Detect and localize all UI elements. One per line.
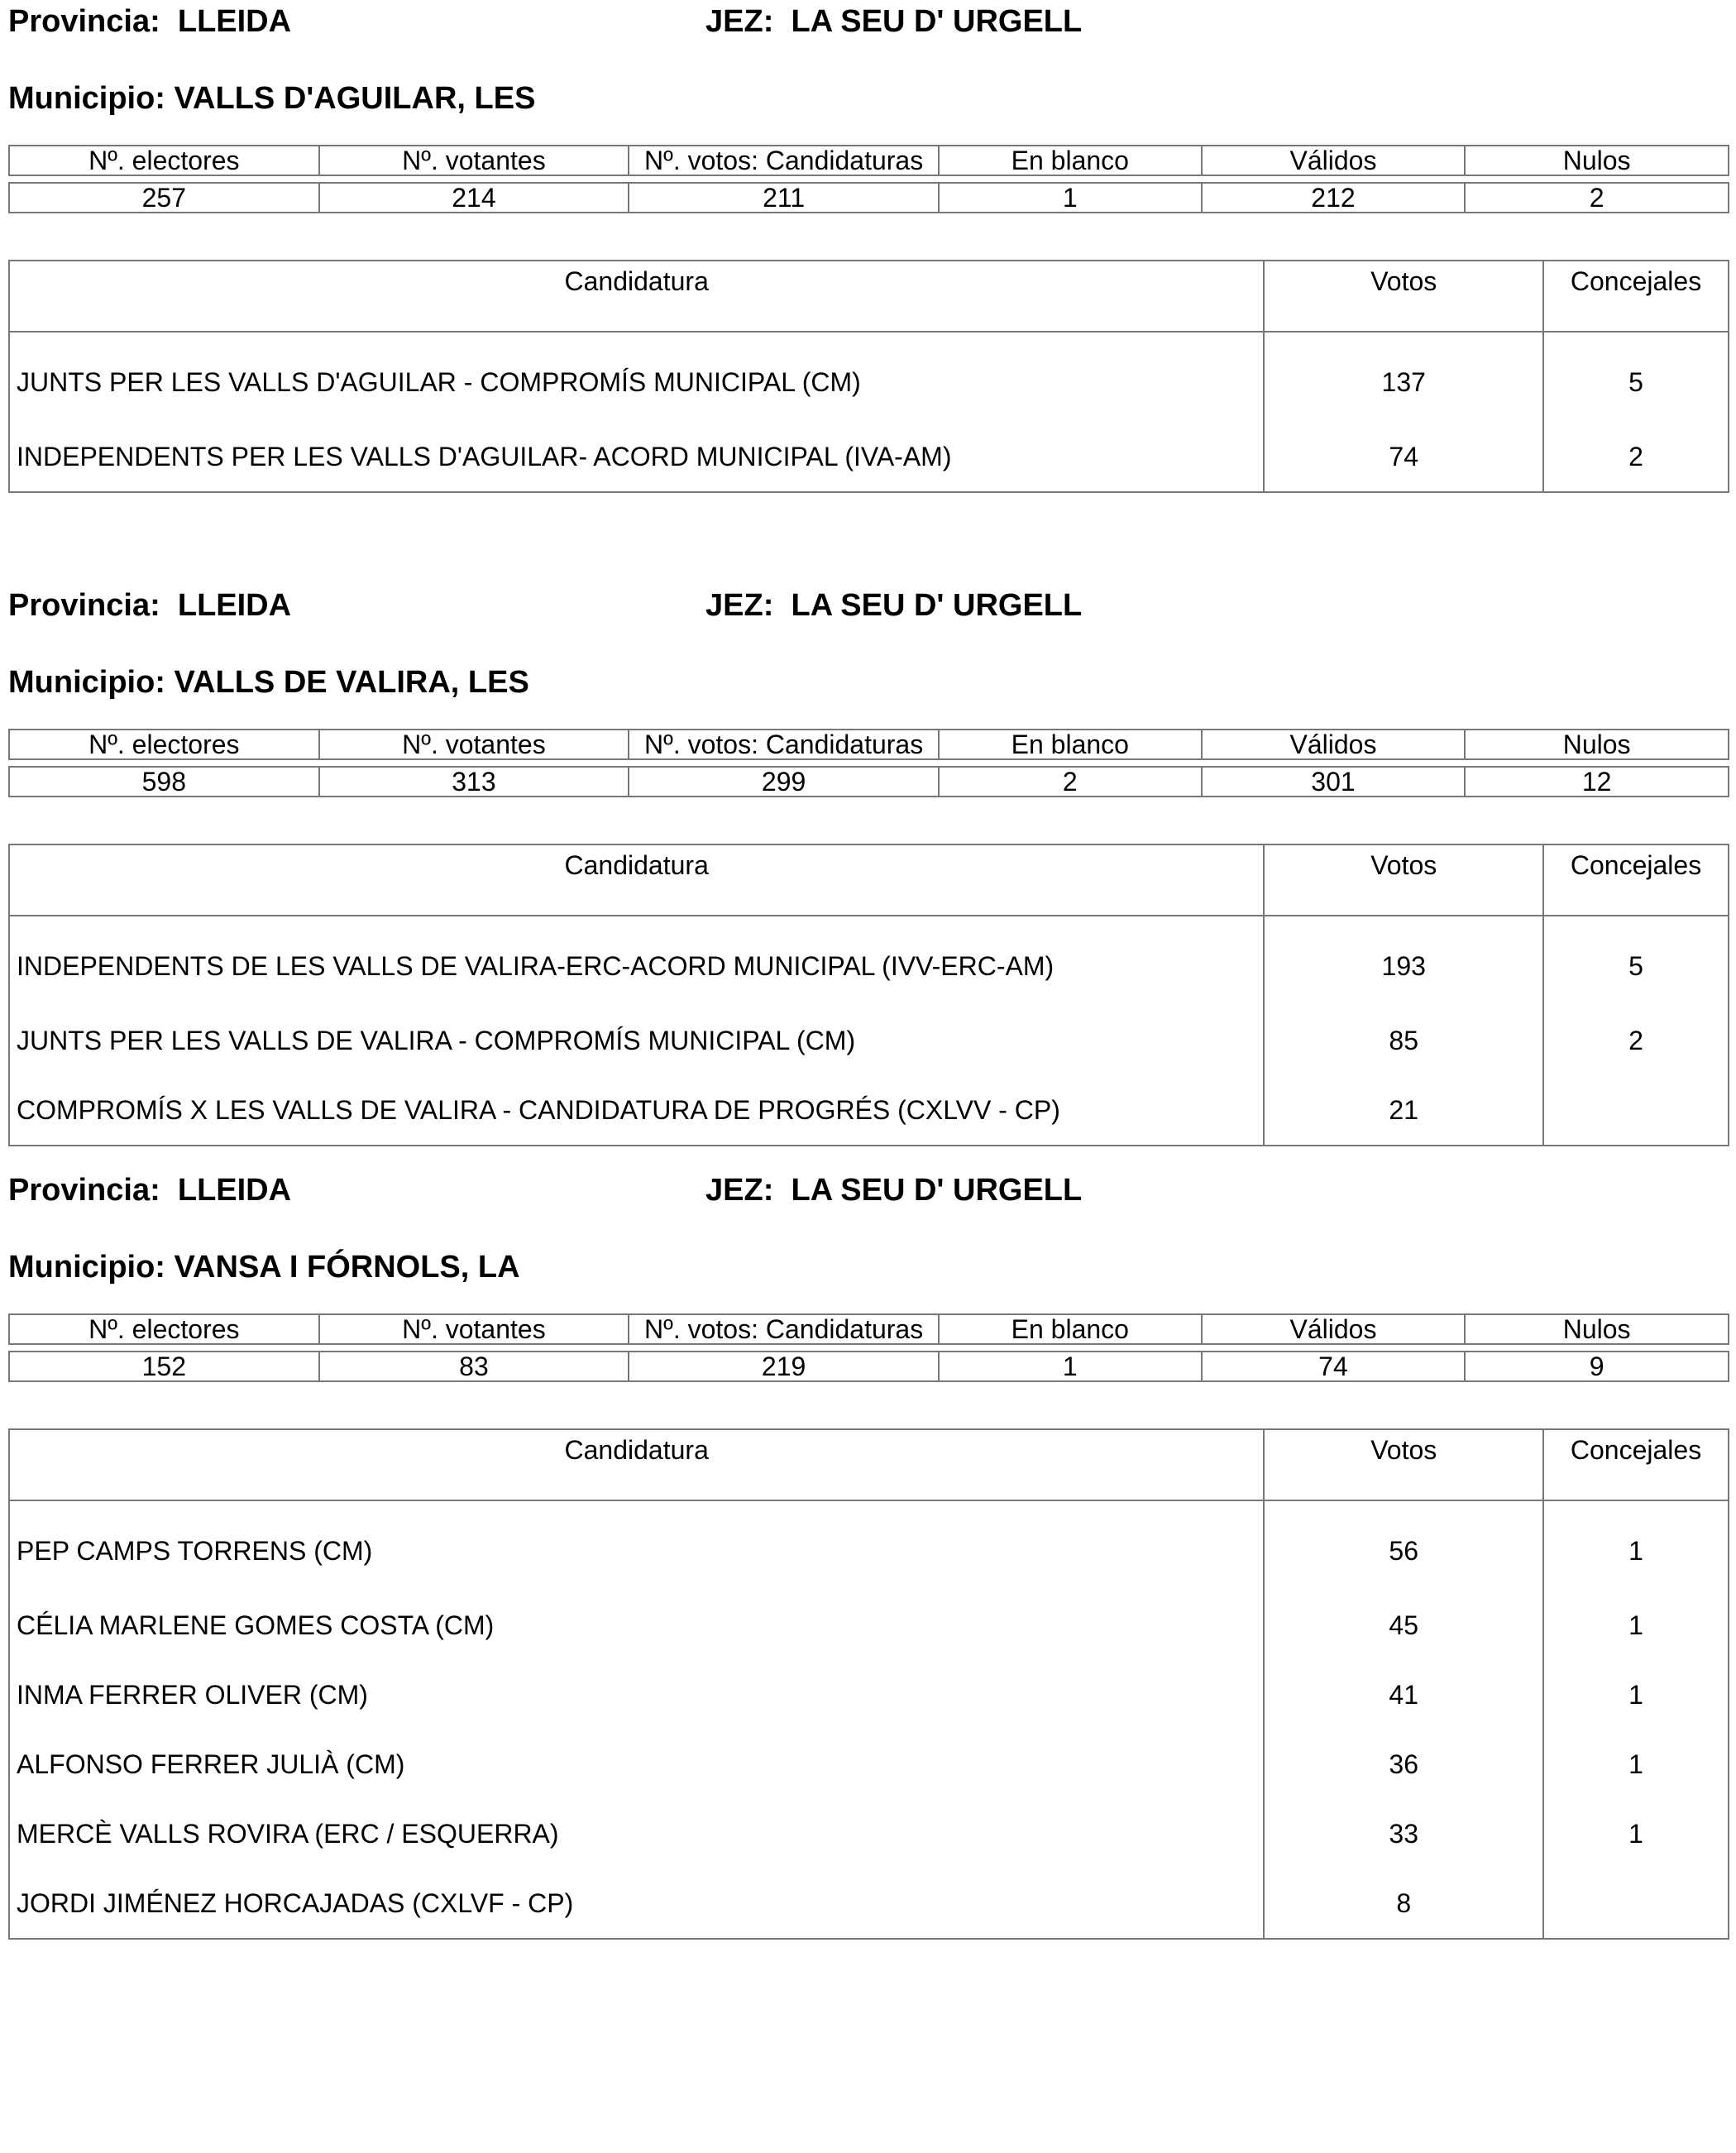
provincia-label: Provincia: bbox=[8, 4, 160, 39]
candidate-votos: 41 bbox=[1264, 1660, 1543, 1730]
candidate-row bbox=[9, 1591, 1729, 1660]
candidate-concejales: 1 bbox=[1543, 1500, 1729, 1591]
stats-value: 299 bbox=[629, 767, 939, 797]
candidate-row bbox=[9, 916, 1729, 1006]
stats-table bbox=[8, 1313, 1729, 1382]
candidate-name: JUNTS PER LES VALLS D'AGUILAR - COMPROMÍS MUNICIPAL (CM) bbox=[9, 332, 1264, 422]
stats-value: 212 bbox=[1202, 183, 1466, 213]
votos-header: Votos bbox=[1264, 261, 1543, 332]
jez-line bbox=[705, 3, 1082, 40]
candidate-votos: 137 bbox=[1264, 332, 1543, 422]
stats-value: 301 bbox=[1202, 767, 1466, 797]
stats-value: 219 bbox=[629, 1352, 939, 1381]
candidate-votos: 85 bbox=[1264, 1006, 1543, 1075]
candidate-concejales: 5 bbox=[1543, 916, 1729, 1006]
candidate-votos: 36 bbox=[1264, 1730, 1543, 1799]
candidate-votos: 193 bbox=[1264, 916, 1543, 1006]
candidate-votos: 45 bbox=[1264, 1591, 1543, 1660]
candidate-concejales: 5 bbox=[1543, 332, 1729, 422]
candidate-name: MERCÈ VALLS ROVIRA (ERC / ESQUERRA) bbox=[9, 1799, 1264, 1868]
candidate-concejales: 1 bbox=[1543, 1660, 1729, 1730]
stats-header: Válidos bbox=[1202, 730, 1466, 759]
concejales-header: Concejales bbox=[1543, 261, 1729, 332]
stats-value: 313 bbox=[319, 767, 629, 797]
province-line bbox=[8, 3, 1083, 40]
candidate-row bbox=[9, 1075, 1729, 1146]
jez-line bbox=[705, 587, 1082, 624]
provincia-value: LLEIDA bbox=[177, 4, 292, 39]
candidates-header-row bbox=[9, 844, 1729, 916]
jez-label: JEZ: bbox=[705, 588, 774, 623]
candidates-table bbox=[8, 260, 1729, 493]
candidate-concejales: 2 bbox=[1543, 422, 1729, 492]
stats-header: En blanco bbox=[939, 730, 1202, 759]
jez-line bbox=[705, 1172, 1082, 1208]
stats-value: 9 bbox=[1465, 1352, 1729, 1381]
provincia-value: LLEIDA bbox=[177, 1173, 292, 1208]
stats-value-row bbox=[9, 767, 1729, 797]
stats-header: Nº. electores bbox=[9, 730, 319, 759]
municipio-label: Municipio: bbox=[8, 665, 165, 700]
provincia-value: LLEIDA bbox=[177, 588, 292, 623]
candidate-name: INDEPENDENTS PER LES VALLS D'AGUILAR- ACORD MUNICIPAL (IVA-AM) bbox=[9, 422, 1264, 492]
stats-header: Válidos bbox=[1202, 146, 1466, 175]
candidate-name: ALFONSO FERRER JULIÀ (CM) bbox=[9, 1730, 1264, 1799]
provincia-label: Provincia: bbox=[8, 1173, 160, 1208]
stats-header: Nº. votos: Candidaturas bbox=[629, 146, 939, 175]
candidatura-header: Candidatura bbox=[9, 1429, 1264, 1500]
stats-value: 214 bbox=[319, 183, 629, 213]
stats-value: 12 bbox=[1465, 767, 1729, 797]
provincia-label: Provincia: bbox=[8, 588, 160, 623]
candidate-votos: 74 bbox=[1264, 422, 1543, 492]
candidate-row bbox=[9, 1730, 1729, 1799]
candidatura-header: Candidatura bbox=[9, 261, 1264, 332]
municipio-label: Municipio: bbox=[8, 1250, 165, 1285]
stats-value: 2 bbox=[1465, 183, 1729, 213]
candidate-row bbox=[9, 332, 1729, 422]
stats-value: 83 bbox=[319, 1352, 629, 1381]
stats-value: 74 bbox=[1202, 1352, 1466, 1381]
candidate-row bbox=[9, 422, 1729, 492]
stats-header: En blanco bbox=[939, 1314, 1202, 1344]
candidate-name: INDEPENDENTS DE LES VALLS DE VALIRA-ERC-ACORD MUNICIPAL (IVV-ERC-AM) bbox=[9, 916, 1264, 1006]
candidate-votos: 8 bbox=[1264, 1868, 1543, 1939]
candidate-votos: 33 bbox=[1264, 1799, 1543, 1868]
candidate-row bbox=[9, 1799, 1729, 1868]
stats-header: Nº. electores bbox=[9, 1314, 319, 1344]
stats-table bbox=[8, 729, 1729, 797]
municipio-value: VALLS D'AGUILAR, LES bbox=[174, 81, 536, 116]
candidatura-header: Candidatura bbox=[9, 844, 1264, 916]
jez-value: LA SEU D' URGELL bbox=[791, 588, 1083, 623]
stats-header: Nº. votantes bbox=[319, 1314, 629, 1344]
province-line bbox=[8, 1172, 1083, 1208]
stats-header: Nº. votos: Candidaturas bbox=[629, 730, 939, 759]
candidate-concejales bbox=[1543, 1868, 1729, 1939]
municipio-value: VANSA I FÓRNOLS, LA bbox=[174, 1250, 520, 1285]
stats-value: 2 bbox=[939, 767, 1202, 797]
stats-value: 598 bbox=[9, 767, 319, 797]
stats-header-row bbox=[9, 730, 1729, 759]
candidate-concejales: 2 bbox=[1543, 1006, 1729, 1075]
stats-value-row bbox=[9, 183, 1729, 213]
votos-header: Votos bbox=[1264, 1429, 1543, 1500]
stats-header-row bbox=[9, 1314, 1729, 1344]
stats-value: 257 bbox=[9, 183, 319, 213]
jez-label: JEZ: bbox=[705, 1173, 774, 1208]
concejales-header: Concejales bbox=[1543, 1429, 1729, 1500]
candidate-row bbox=[9, 1868, 1729, 1939]
jez-value: LA SEU D' URGELL bbox=[791, 4, 1083, 39]
candidate-concejales: 1 bbox=[1543, 1591, 1729, 1660]
candidate-name: COMPROMÍS X LES VALLS DE VALIRA - CANDIDATURA DE PROGRÉS (CXLVV - CP) bbox=[9, 1075, 1264, 1146]
concejales-header: Concejales bbox=[1543, 844, 1729, 916]
municipio-value: VALLS DE VALIRA, LES bbox=[174, 665, 529, 700]
stats-header: Nulos bbox=[1465, 1314, 1729, 1344]
candidate-name: INMA FERRER OLIVER (CM) bbox=[9, 1660, 1264, 1730]
candidate-name: PEP CAMPS TORRENS (CM) bbox=[9, 1500, 1264, 1591]
candidate-name: CÉLIA MARLENE GOMES COSTA (CM) bbox=[9, 1591, 1264, 1660]
candidate-row bbox=[9, 1006, 1729, 1075]
stats-header: Válidos bbox=[1202, 1314, 1466, 1344]
stats-header: Nº. votos: Candidaturas bbox=[629, 1314, 939, 1344]
candidate-name: JORDI JIMÉNEZ HORCAJADAS (CXLVF - CP) bbox=[9, 1868, 1264, 1939]
stats-header: Nº. electores bbox=[9, 146, 319, 175]
candidate-concejales: 1 bbox=[1543, 1799, 1729, 1868]
municipio-line bbox=[8, 1249, 520, 1285]
candidates-table bbox=[8, 1428, 1729, 1940]
candidates-header-row bbox=[9, 1429, 1729, 1500]
jez-value: LA SEU D' URGELL bbox=[791, 1173, 1083, 1208]
candidate-row bbox=[9, 1660, 1729, 1730]
stats-value: 1 bbox=[939, 183, 1202, 213]
candidate-row bbox=[9, 1500, 1729, 1591]
stats-header: Nulos bbox=[1465, 146, 1729, 175]
candidate-concejales: 1 bbox=[1543, 1730, 1729, 1799]
stats-header: En blanco bbox=[939, 146, 1202, 175]
jez-label: JEZ: bbox=[705, 4, 774, 39]
stats-header: Nº. votantes bbox=[319, 730, 629, 759]
candidate-name: JUNTS PER LES VALLS DE VALIRA - COMPROMÍS MUNICIPAL (CM) bbox=[9, 1006, 1264, 1075]
stats-header: Nº. votantes bbox=[319, 146, 629, 175]
stats-value: 1 bbox=[939, 1352, 1202, 1381]
candidates-table bbox=[8, 844, 1729, 1146]
votos-header: Votos bbox=[1264, 844, 1543, 916]
stats-value: 152 bbox=[9, 1352, 319, 1381]
candidate-votos: 21 bbox=[1264, 1075, 1543, 1146]
stats-header: Nulos bbox=[1465, 730, 1729, 759]
stats-table bbox=[8, 145, 1729, 213]
candidates-header-row bbox=[9, 261, 1729, 332]
province-line bbox=[8, 587, 1083, 624]
stats-header-row bbox=[9, 146, 1729, 175]
municipio-line bbox=[8, 80, 535, 117]
municipio-line bbox=[8, 664, 529, 701]
stats-value-row bbox=[9, 1352, 1729, 1381]
candidate-votos: 56 bbox=[1264, 1500, 1543, 1591]
municipio-label: Municipio: bbox=[8, 81, 165, 116]
candidate-concejales bbox=[1543, 1075, 1729, 1146]
stats-value: 211 bbox=[629, 183, 939, 213]
